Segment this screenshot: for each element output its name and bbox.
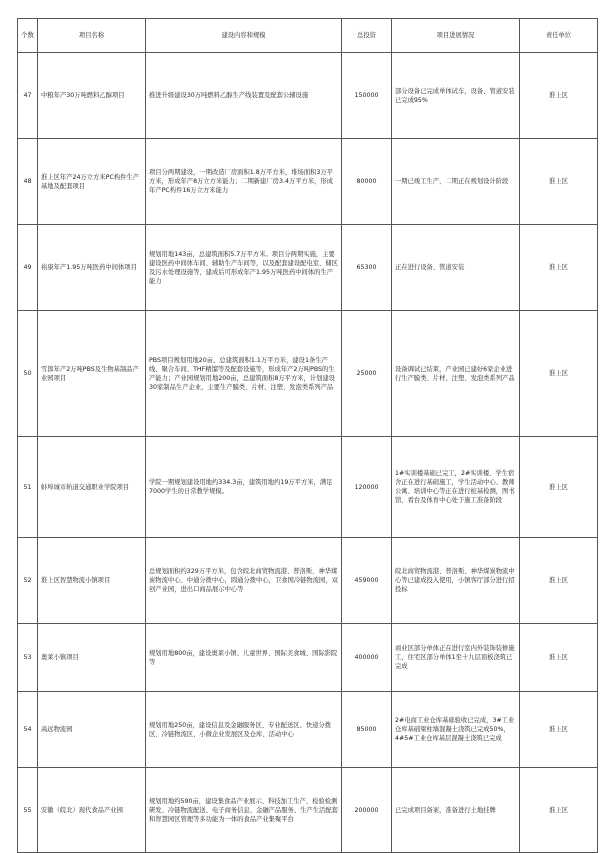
cell-investment: 459000 — [342, 538, 392, 624]
cell-status: 部分设备已完成单体试车，设备、管道安装已完成95% — [392, 53, 520, 139]
project-table — [17, 18, 598, 853]
cell-no: 54 — [18, 692, 38, 768]
header-unit: 责任单位 — [520, 19, 598, 53]
cell-scope: PBS项目规划用地20亩，总建筑面积1.1万平方米，建设1条生产线、聚合车间、THF精馏等及配套设施等，形成年产2万吨PBS的生产能力；产业园规划用地200亩，总建筑面积8万平方米，计划建设30家制品生产企业，主要生产膜类、片材、注塑、发泡类系列产品 — [146, 311, 342, 437]
cell-no: 48 — [18, 139, 38, 225]
cell-no: 50 — [18, 311, 38, 437]
cell-unit: 淮上区 — [520, 225, 598, 311]
cell-scope: 规划用地143亩，总建筑面积5.7万平方米。项目分两期实施，主要建设医药中间体车间、辅助生产车间等，以及配套建设配电室、储区及污水处理设施等，建成后可形成年产1.95万吨医药中间体的生产能力 — [146, 225, 342, 311]
cell-scope: 规划用地800亩，建设奥莱小镇、儿童世界、国际美食城、国际影院等 — [146, 624, 342, 692]
cell-investment: 150000 — [342, 53, 392, 139]
cell-name: 蚌埠城市轨道交通职业学院项目 — [38, 437, 146, 538]
cell-unit: 淮上区 — [520, 139, 598, 225]
cell-unit: 淮上区 — [520, 692, 598, 768]
cell-name: 安徽（皖北）现代食品产业园 — [38, 768, 146, 853]
cell-status: 商业区部分单体正在进行室内外装饰装修施工，住宅区部分单体1至十九层顶板浇筑已完成 — [392, 624, 520, 692]
table-row — [18, 538, 598, 624]
cell-scope: 规划用地约590亩，建设集食品产业展示、科技加工生产、检验检测研发、冷链物流配送、电子商务信息、金融产品服务、生产生活配套和智慧园区管理等多功能为一体的食品产业集聚平台 — [146, 768, 342, 853]
table-row — [18, 139, 598, 225]
header-investment: 总投资 — [342, 19, 392, 53]
table-row — [18, 311, 598, 437]
table-header-row — [18, 19, 598, 53]
cell-investment: 120000 — [342, 437, 392, 538]
table-row — [18, 624, 598, 692]
cell-name: 高远物流园 — [38, 692, 146, 768]
cell-status: 一期已竣工生产，二期正在规划设计阶段 — [392, 139, 520, 225]
cell-scope: 推进升级建设30万吨燃料乙醇生产线装置及配套公辅设施 — [146, 53, 342, 139]
cell-no: 52 — [18, 538, 38, 624]
cell-status: 1#实训楼基础已完工，2#实训楼、学生宿舍正在进行基础施工，学生活动中心、教师公寓、培训中心等正在进行桩基检测，图书馆、看台及体育中心处于施工准备阶段 — [392, 437, 520, 538]
table-row — [18, 437, 598, 538]
cell-unit: 淮上区 — [520, 53, 598, 139]
cell-scope: 项目分两期建设，一期改造厂房面积1.8万平方米，堆场面积3万平方米，形成年产8万立方米能力；二期新建厂房3.4万平方米，形成年产PC构件16万立方米能力 — [146, 139, 342, 225]
cell-name: 雪郎年产2万吨PBS及生物基制品产业园项目 — [38, 311, 146, 437]
cell-name: 裕康年产1.95万吨医药中间体项目 — [38, 225, 146, 311]
cell-no: 55 — [18, 768, 38, 853]
cell-no: 53 — [18, 624, 38, 692]
cell-investment: 85000 — [342, 692, 392, 768]
table-row — [18, 53, 598, 139]
cell-status: 已完成项目备案，准备进行土地挂牌 — [392, 768, 520, 853]
header-status: 项目进展情况 — [392, 19, 520, 53]
cell-no: 49 — [18, 225, 38, 311]
cell-name: 中粮年产30万吨燃料乙醇项目 — [38, 53, 146, 139]
header-name: 项目名称 — [38, 19, 146, 53]
cell-investment: 80000 — [342, 139, 392, 225]
cell-name: 奥莱小镇项目 — [38, 624, 146, 692]
cell-unit: 淮上区 — [520, 311, 598, 437]
cell-scope: 学院一期规划建设用地约334.3亩，建筑用地约19万平方米，满足7000学生的日常教学规模。 — [146, 437, 342, 538]
table-row — [18, 692, 598, 768]
cell-name: 淮上区年产24万立方米PC构件生产基地及配套项目 — [38, 139, 146, 225]
cell-investment: 400000 — [342, 624, 392, 692]
cell-investment: 65300 — [342, 225, 392, 311]
cell-name: 淮上区智慧物流小镇项目 — [38, 538, 146, 624]
cell-investment: 25000 — [342, 311, 392, 437]
cell-scope: 总规划面积约329万平方米，包含皖北商贸物流港、普洛斯、神华煤炭物流中心、中通分拨中心，圆通分拨中心，卫食国冷链物流园，双创产业园，进出口商品展示中心等 — [146, 538, 342, 624]
cell-status: 正在进行设备、管道安装 — [392, 225, 520, 311]
cell-unit: 淮上区 — [520, 538, 598, 624]
cell-scope: 规划用地250亩，建设信息及金融服务区、专业配送区、快递分拨区、冷链物流区、小微企业发展区及仓库、活动中心 — [146, 692, 342, 768]
cell-unit: 淮上区 — [520, 437, 598, 538]
cell-investment: 200000 — [342, 768, 392, 853]
header-no: 个数 — [18, 19, 38, 53]
cell-status: 皖北商贸物流港、普洛斯、神华煤炭物流中心等已建成投入使用，小镇客厅部分进行招投标 — [392, 538, 520, 624]
cell-no: 47 — [18, 53, 38, 139]
cell-no: 51 — [18, 437, 38, 538]
table-row — [18, 225, 598, 311]
table-row — [18, 768, 598, 853]
cell-status: 2#电商工业仓库基础验收已完成，3#工业仓库基础梁柱墙混凝土浇筑已完成50%，4#5#工业仓库基层混凝土浇筑已完成 — [392, 692, 520, 768]
cell-status: 设备调试已结束，产业园已建好6家企业进行生产膜类、片材、注塑、发泡类系列产品 — [392, 311, 520, 437]
header-scope: 建设内容和规模 — [146, 19, 342, 53]
cell-unit: 淮上区 — [520, 624, 598, 692]
cell-unit: 淮上区 — [520, 768, 598, 853]
